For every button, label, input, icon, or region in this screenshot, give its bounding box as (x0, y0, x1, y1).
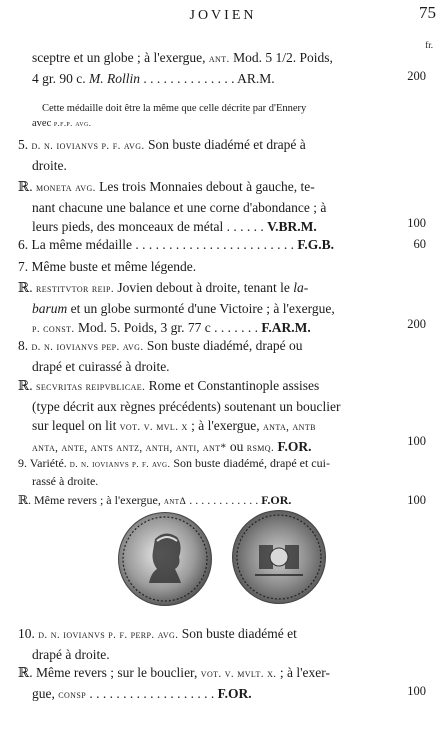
entry-9-value: 100 (407, 493, 426, 507)
entry-5-value: 100 (407, 216, 426, 230)
entry-4-note: Cette médaille doit être la même que celle décrite par d'Ennery avec p.f.p. avg. (32, 103, 307, 129)
entry-8-reverse: ℝ. secvritas reipvblicae. Rome et Constantinople assises (type décrit aux règnes précédents) soutenant un bouclier sur lequel on lit vot. v. mvl. x ; à l'exergue, anta, antb anta, ante, ants antz, anth, anti, ant* ou rsmq. F.OR. (18, 378, 341, 454)
value-unit-label: fr. (425, 40, 433, 50)
entry-8: 8. d. n. iovianvs pep. avg. Son buste diadémé, drapé ou drapé et cuirassé à droite. (18, 338, 303, 374)
entry-4-value: 200 (407, 69, 426, 83)
coin-obverse-bust-icon (118, 512, 212, 606)
entry-5: 5. d. n. iovianvs p. f. avg. Son buste diadémé et drapé à droite. (18, 137, 306, 173)
page-number: 75 (419, 3, 436, 22)
coin-reverse-figures-icon (232, 510, 326, 604)
entry-6: 6. La même médaille . . . . . . . . . . . . . . . . . . . . . . . . F.G.B. (18, 237, 334, 252)
entry-7-value: 200 (407, 317, 426, 331)
entry-9-reverse: ℝ. Même revers ; à l'exergue, antΔ . . . . . . . . . . . . F.OR. (18, 493, 292, 507)
entry-8-value: 100 (407, 434, 426, 448)
entry-10-reverse: ℝ. Même revers ; sur le bouclier, vot. v. mvlt. x. ; à l'exer- gue, consp . . . . . . . . . . . . . . . . . . . F.OR. (18, 665, 330, 701)
entry-10: 10. d. n. iovianvs p. f. perp. avg. Son buste diadémé et drapé à droite. (18, 626, 297, 662)
entry-6-value: 60 (413, 237, 426, 251)
entry-10-value: 100 (407, 684, 426, 698)
page-header-title: JOVIEN (189, 8, 257, 23)
entry-5-reverse: ℝ. moneta avg. Les trois Monnaies debout à gauche, te- nant chacune une balance et une corne d'abondance ; à leurs pieds, des monceaux de métal . . . . . . V.BR.M. (18, 179, 327, 234)
entry-4-continuation: sceptre et un globe ; à l'exergue, ant. Mod. 5 1/2. Poids, 4 gr. 90 c. M. Rollin . . . . . . . . . . . . . . AR.M. (32, 50, 333, 86)
entry-9: 9. Variété. d. n. iovianvs p. f. avg. Son buste diadémé, drapé et cui- rassé à droite. (18, 456, 330, 488)
entry-7: 7. Même buste et même légende. (18, 259, 197, 274)
entry-7-reverse: ℝ. restitvtor reip. Jovien debout à droite, tenant le la- barum et un globe surmonté d'une Victoire ; à l'exergue, p. const. Mod. 5. Poids, 3 gr. 77 c . . . . . . . F.AR.M. (18, 280, 335, 335)
